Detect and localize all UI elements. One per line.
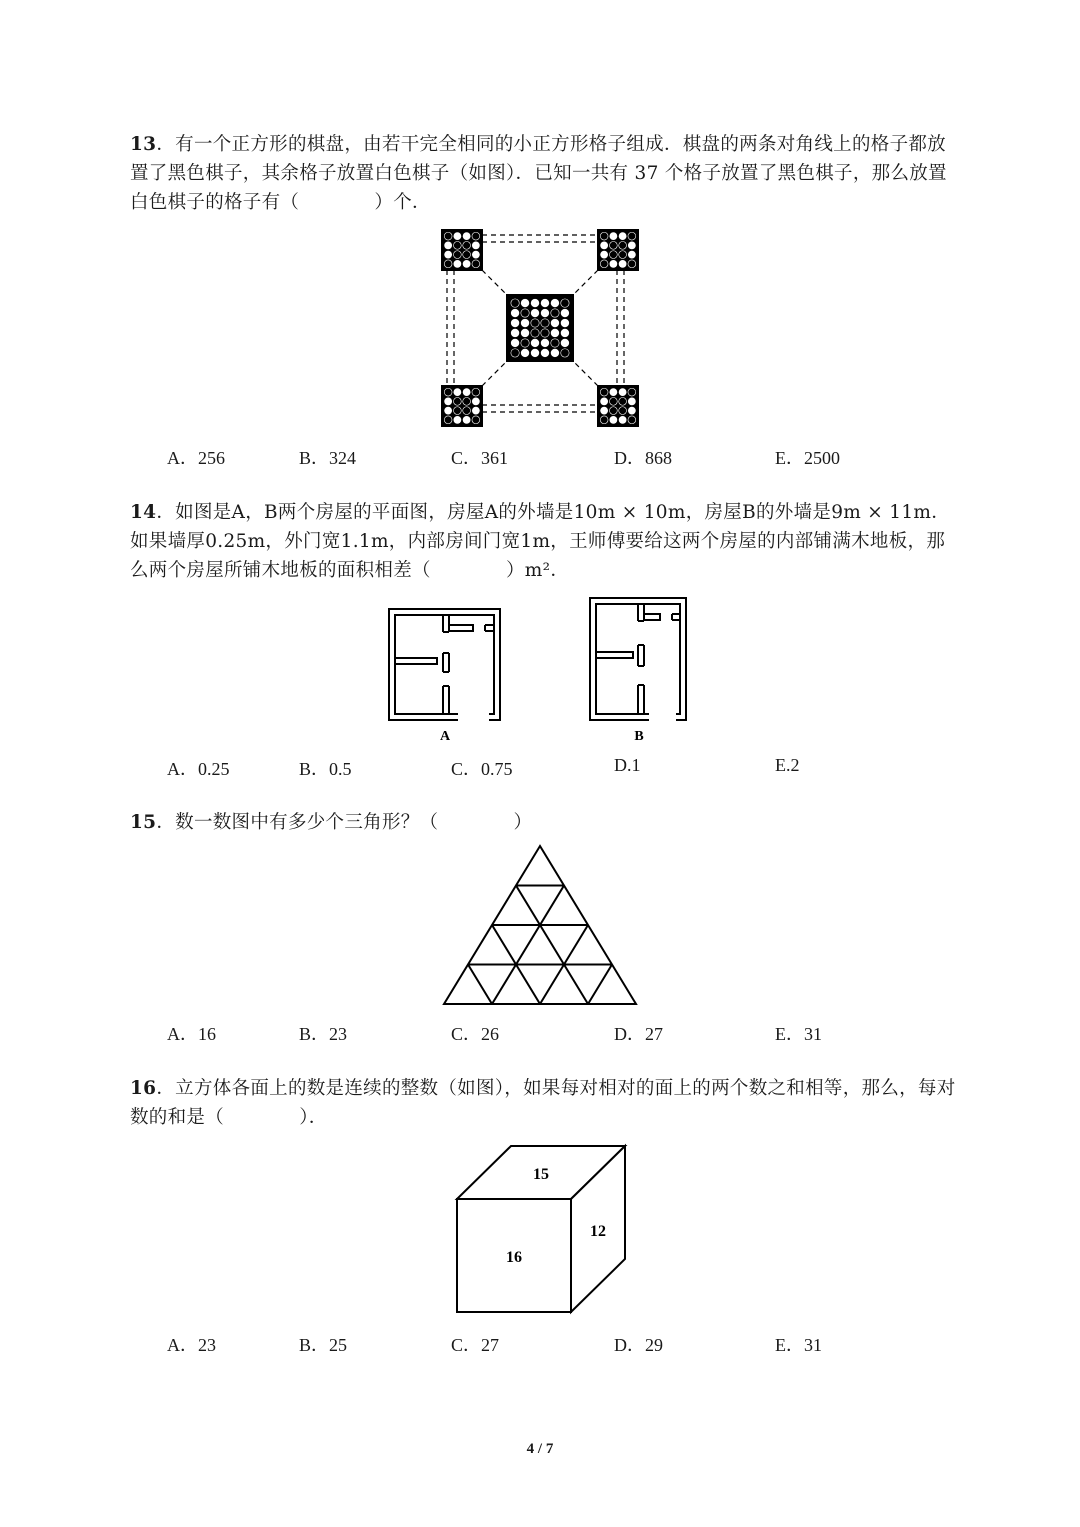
mini-board	[441, 385, 483, 427]
question-14	[130, 498, 960, 585]
mini-board	[597, 229, 639, 271]
option-b[interactable]: B．324	[299, 448, 357, 468]
label-b: B	[634, 729, 644, 744]
question-number: 16	[130, 1078, 157, 1099]
option-d[interactable]: D．27	[614, 1024, 663, 1044]
question-15	[130, 808, 960, 837]
face-side-value: 12	[590, 1223, 606, 1240]
question-number: 15	[130, 812, 157, 833]
option-c[interactable]: C．0.75	[451, 759, 513, 779]
option-a[interactable]: A．0.25	[167, 759, 230, 779]
option-b[interactable]: B．25	[299, 1335, 348, 1355]
triangle-figure	[440, 844, 640, 1009]
question-number: 13	[130, 134, 157, 155]
option-c[interactable]: C．361	[451, 448, 509, 468]
option-a[interactable]: A．256	[167, 448, 225, 468]
option-e[interactable]: E．31	[775, 1024, 822, 1044]
cube-figure	[455, 1144, 635, 1324]
face-top-value: 15	[533, 1166, 549, 1183]
question-13	[130, 130, 960, 217]
label-a: A	[439, 729, 451, 744]
question-text: ．立方体各面上的数是连续的整数（如图），如果每对相对的面上的两个数之和相等，那么，每对数的和是（ ）．	[130, 1078, 956, 1128]
question-16	[130, 1074, 960, 1132]
floorplan-a	[388, 608, 508, 743]
chessboard-figure	[440, 228, 640, 428]
question-number: 14	[130, 502, 157, 523]
question-text: ．数一数图中有多少个三角形？（ ）	[156, 812, 533, 833]
floorplan-b	[589, 597, 699, 742]
option-d[interactable]: D．29	[614, 1335, 663, 1355]
option-d[interactable]: D.1	[614, 755, 641, 775]
option-e[interactable]: E．2500	[775, 448, 840, 468]
mini-board	[506, 294, 574, 362]
face-front-value: 16	[506, 1249, 522, 1266]
option-e[interactable]: E．31	[775, 1335, 822, 1355]
question-text: ．如图是A，B两个房屋的平面图，房屋A的外墙是10m × 10m，房屋B的外墙是9m × 11m．如果墙厚0.25m，外门宽1.1m，内部房间门宽1m，王师傅要给这两个房屋的内部铺满木地板，那么两个房屋所铺木地板的面积相差（ ）m²．	[130, 502, 951, 581]
option-d[interactable]: D．868	[614, 448, 672, 468]
option-b[interactable]: B．23	[299, 1024, 348, 1044]
mini-board	[441, 229, 483, 271]
question-text: ．有一个正方形的棋盘，由若干完全相同的小正方形格子组成．棋盘的两条对角线上的格子都放置了黑色棋子，其余格子放置白色棋子（如图）．已知一共有 37 个格子放置了黑色棋子，那么放置白色棋子的格子有（ ）个．	[130, 134, 947, 213]
page-number: 4 / 7	[526, 1441, 554, 1457]
mini-board	[597, 385, 639, 427]
option-a[interactable]: A．16	[167, 1024, 216, 1044]
option-c[interactable]: C．26	[451, 1024, 500, 1044]
option-e[interactable]: E.2	[775, 755, 800, 775]
option-a[interactable]: A．23	[167, 1335, 216, 1355]
option-b[interactable]: B．0.5	[299, 759, 352, 779]
option-c[interactable]: C．27	[451, 1335, 500, 1355]
